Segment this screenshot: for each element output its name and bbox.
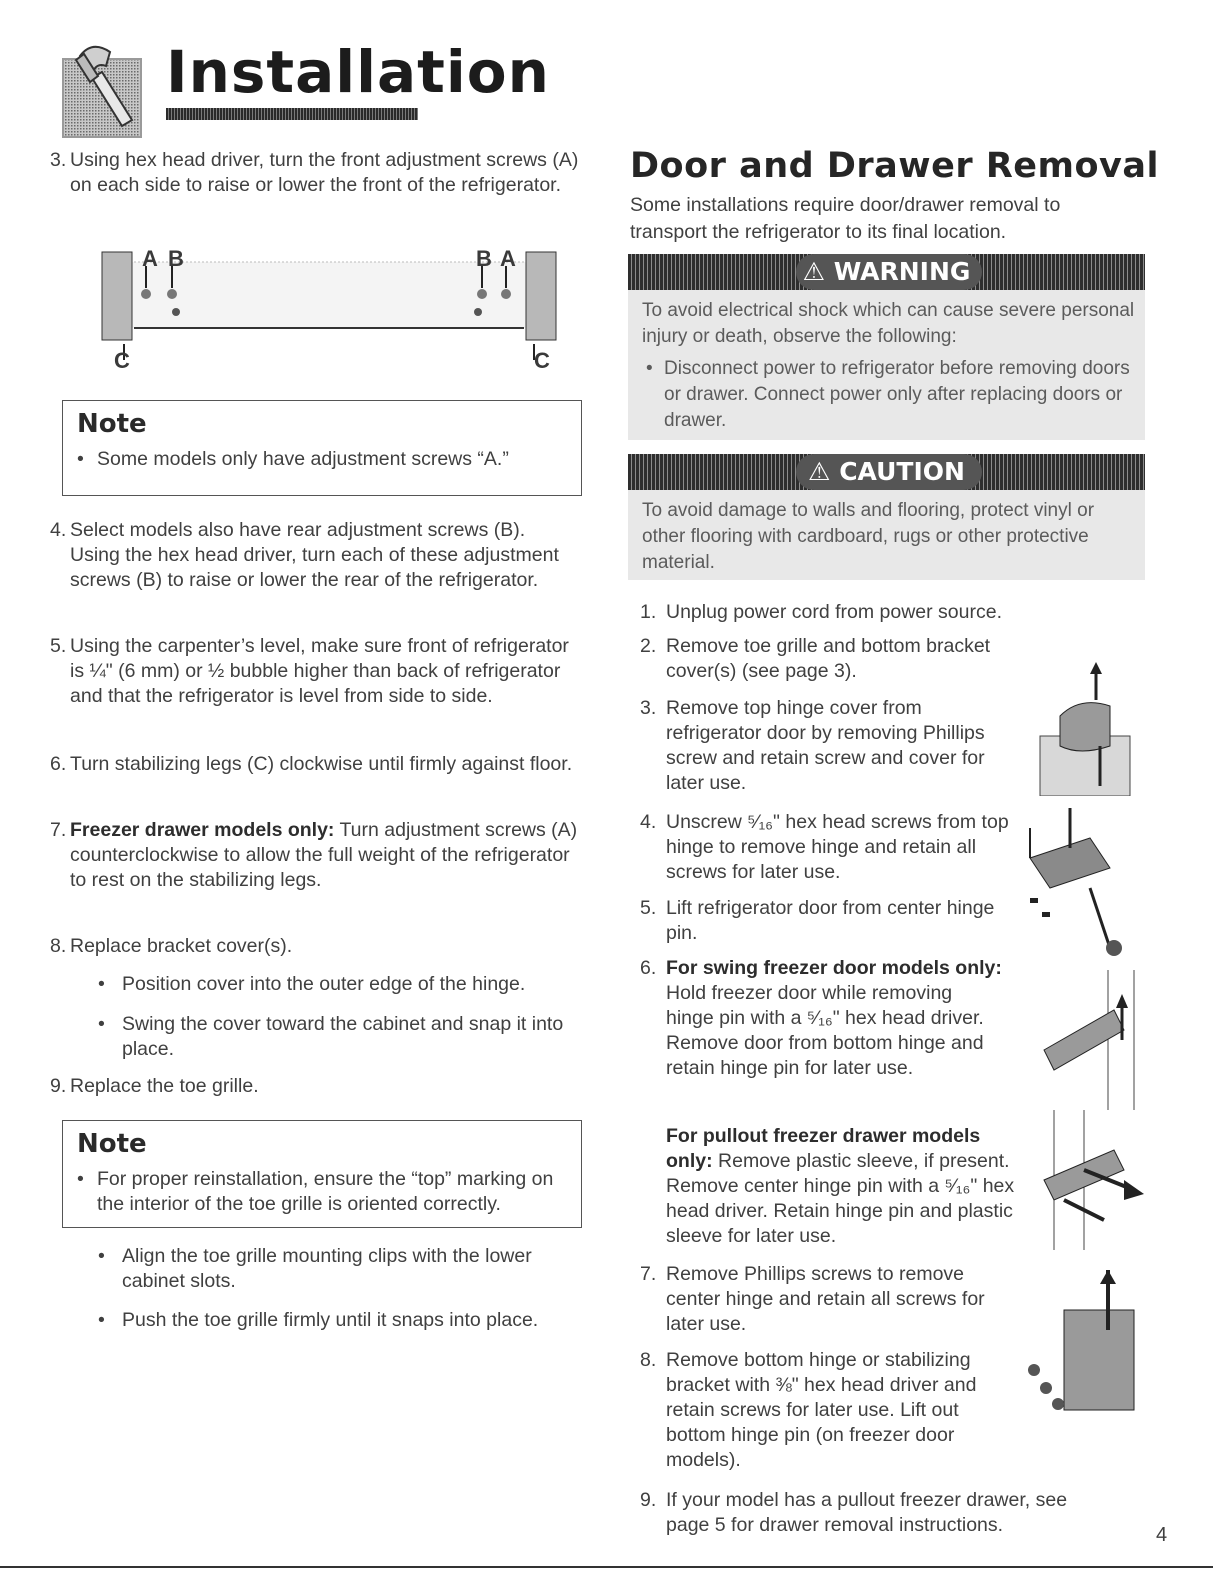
center-hinge-illustration xyxy=(1014,960,1144,1110)
right-step-6 xyxy=(640,956,1004,1081)
note-box xyxy=(62,400,582,496)
step-text: Remove toe grille and bottom bracket cover(s) (see page 3). xyxy=(666,635,991,682)
step-number: 2. xyxy=(640,635,657,657)
step-number: 3. xyxy=(640,697,657,719)
step-number: 5. xyxy=(50,635,67,657)
caution-box xyxy=(628,454,1145,580)
step-number: 4. xyxy=(50,519,67,541)
bullet-icon: • xyxy=(646,358,653,379)
step-text-body: Turn adjustment screws (A) counterclockwise to allow the full weight of the refrigerator to rest on the stabilizing legs. xyxy=(70,819,578,891)
right-step-2 xyxy=(640,634,1016,684)
caution-body xyxy=(628,490,1145,584)
right-step-7 xyxy=(640,1262,1016,1337)
label-a-left: A xyxy=(142,246,158,271)
step-text: Remove top hinge cover from refrigerator door by removing Phillips screw and retain screw and cover for later use. xyxy=(666,697,985,794)
step-text-body: Hold freezer door while removing hinge pin with a ⁵⁄₁₆" hex head driver. Remove door from bottom hinge and retain hinge pin for later use. xyxy=(666,982,984,1079)
step-text xyxy=(666,1124,1016,1249)
step-lead: For pullout freezer drawer models only: xyxy=(666,1125,981,1172)
step-text xyxy=(70,818,580,893)
bullet-icon: • xyxy=(98,1013,105,1035)
label-b-right: B xyxy=(476,246,492,271)
bullet-icon: • xyxy=(98,973,105,995)
adjustment-screws-diagram xyxy=(94,232,564,380)
caution-label xyxy=(628,457,1145,486)
step-number: 5. xyxy=(640,897,657,919)
right-step-5 xyxy=(640,896,1016,946)
step-number: 7. xyxy=(50,819,67,841)
step-8-bullet-2 xyxy=(98,1012,578,1062)
step-lead: Freezer drawer models only: xyxy=(70,819,335,841)
warning-triangle-icon: ⚠ xyxy=(802,257,825,286)
step-number: 7. xyxy=(640,1263,657,1285)
bullet-icon: • xyxy=(77,1168,84,1190)
step-number: 6. xyxy=(50,753,67,775)
step-text-body: Remove plastic sleeve, if present. Remove center hinge pin with a ⁵⁄₁₆" hex head driver. Retain hinge pin and plastic sleeve for later use. xyxy=(666,1150,1015,1247)
bullet-icon: • xyxy=(98,1245,105,1267)
step-number: 3. xyxy=(50,149,67,171)
step-9-bullet-1 xyxy=(98,1244,578,1294)
right-step-6b xyxy=(640,1124,1016,1249)
top-hinge-cover-illustration xyxy=(1030,656,1150,796)
step-text: Select models also have rear adjustment screws (B). Using the hex head driver, turn each of these adjustment screws (B) to raise or lower the rear of the refrigerator. xyxy=(70,519,559,591)
note-box-2 xyxy=(62,1120,582,1228)
warning-header xyxy=(628,254,1145,290)
pullout-drawer-hinge-illustration xyxy=(1024,1110,1154,1250)
warning-bullet xyxy=(642,356,1135,434)
right-step-4 xyxy=(640,810,1016,885)
warning-bullet-text: Disconnect power to refrigerator before removing doors or drawer. Connect power only after replacing doors or drawer. xyxy=(664,358,1130,431)
step-text: Using the carpenter’s level, make sure front of refrigerator is ¼" (6 mm) or ½ bubble higher than back of refrigerator and that the refrigerator is level from side to side. xyxy=(70,635,569,707)
note-text xyxy=(75,1167,571,1217)
bullet-text: Align the toe grille mounting clips with the lower cabinet slots. xyxy=(122,1245,532,1292)
warning-body xyxy=(628,290,1145,442)
step-text: Remove Phillips screws to remove center hinge and retain all screws for later use. xyxy=(666,1263,985,1335)
step-number: 9. xyxy=(50,1075,67,1097)
right-step-9 xyxy=(640,1488,1100,1538)
step-text: Remove bottom hinge or stabilizing bracket with ⅜" hex head driver and retain screws for later use. Lift out bottom hinge pin (on freezer door models). xyxy=(666,1349,977,1471)
step-8 xyxy=(50,934,580,959)
page-title: Installation xyxy=(166,38,550,106)
caution-header xyxy=(628,454,1145,490)
section-title: Door and Drawer Removal xyxy=(630,146,1159,186)
warning-triangle-icon: ⚠ xyxy=(808,457,831,486)
step-7 xyxy=(50,818,580,893)
note-text-content: Some models only have adjustment screws “A.” xyxy=(97,448,509,470)
step-9-bullet-2 xyxy=(98,1308,578,1333)
note-title: Note xyxy=(77,409,147,439)
step-text: If your model has a pullout freezer drawer, see page 5 for drawer removal instructions. xyxy=(666,1489,1068,1536)
bullet-text: Position cover into the outer edge of the hinge. xyxy=(122,973,526,995)
step-number: 8. xyxy=(640,1349,657,1371)
step-6 xyxy=(50,752,580,777)
caution-label-text: CAUTION xyxy=(839,457,965,486)
step-4 xyxy=(50,518,580,593)
bullet-icon: • xyxy=(98,1309,105,1331)
step-9 xyxy=(50,1074,580,1099)
warning-label-text: WARNING xyxy=(833,257,971,286)
bullet-icon: • xyxy=(77,448,84,470)
step-number: 6. xyxy=(640,957,657,979)
note-text-content: For proper reinstallation, ensure the “top” marking on the interior of the toe grille is oriented correctly. xyxy=(97,1168,554,1215)
step-text: Lift refrigerator door from center hinge pin. xyxy=(666,897,995,944)
footer-rule xyxy=(0,1566,1213,1568)
step-5 xyxy=(50,634,580,709)
label-c-left: C xyxy=(114,348,130,373)
bullet-text: Swing the cover toward the cabinet and snap it into place. xyxy=(122,1013,564,1060)
step-text xyxy=(666,956,1004,1081)
step-number: 8. xyxy=(50,935,67,957)
bottom-hinge-illustration xyxy=(1024,1270,1154,1430)
warning-box xyxy=(628,254,1145,440)
step-text: Unscrew ⁵⁄₁₆" hex head screws from top hinge to remove hinge and retain all screws for later use. xyxy=(666,811,1009,883)
label-a-right: A xyxy=(500,246,516,271)
title-underline xyxy=(166,108,418,120)
step-8-bullet-1 xyxy=(98,972,578,997)
page-number: 4 xyxy=(1156,1524,1168,1546)
step-number: 9. xyxy=(640,1489,657,1511)
step-text: Unplug power cord from power source. xyxy=(666,601,1002,623)
label-c-right: C xyxy=(534,348,550,373)
bullet-text: Push the toe grille firmly until it snaps into place. xyxy=(122,1309,539,1331)
step-3 xyxy=(50,148,580,198)
step-text: Replace bracket cover(s). xyxy=(70,935,293,957)
right-step-8 xyxy=(640,1348,1016,1473)
step-number: 1. xyxy=(640,601,657,623)
intro-text: Some installations require door/drawer removal to transport the refrigerator to its final location. xyxy=(630,194,1061,243)
right-step-3 xyxy=(640,696,1016,796)
note-title: Note xyxy=(77,1129,147,1159)
step-text: Replace the toe grille. xyxy=(70,1075,259,1097)
warning-text: To avoid electrical shock which can cause severe personal injury or death, observe the following: xyxy=(642,300,1135,347)
top-hinge-illustration xyxy=(1010,808,1130,958)
step-number: 4. xyxy=(640,811,657,833)
step-lead: For swing freezer door models only: xyxy=(666,957,1002,979)
step-text: Turn stabilizing legs (C) clockwise until firmly against floor. xyxy=(70,753,573,775)
warning-label xyxy=(628,257,1145,286)
caution-text: To avoid damage to walls and flooring, protect vinyl or other flooring with cardboard, rugs or other protective material. xyxy=(642,500,1095,573)
step-text: Using hex head driver, turn the front adjustment screws (A) on each side to raise or lower the front of the refrigerator. xyxy=(70,149,579,196)
note-text xyxy=(75,447,571,472)
label-b-left: B xyxy=(168,246,184,271)
right-step-1 xyxy=(640,600,1060,625)
wrench-icon xyxy=(62,38,162,138)
